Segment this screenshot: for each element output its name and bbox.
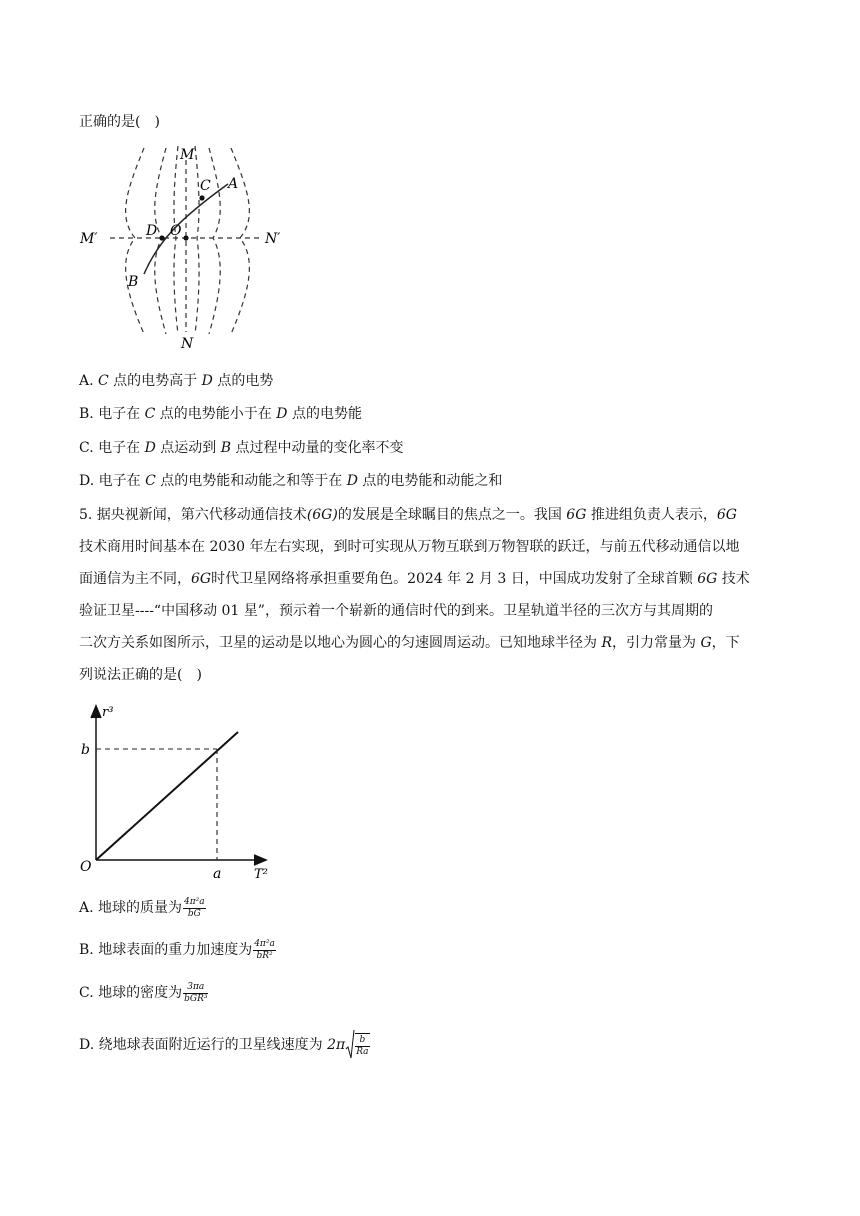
q5-option-a xyxy=(79,895,206,921)
q4-option-d xyxy=(79,471,502,491)
text: 验证卫星----“中国移动 01 星”，预示着一个崭新的通信时代的到来。卫星轨道半径的三次方与其周期的 xyxy=(79,603,713,619)
var: C xyxy=(144,406,156,422)
denominator: bGR³ xyxy=(184,993,208,1004)
text: ，下 xyxy=(711,635,740,651)
denominator: bG xyxy=(187,908,201,919)
text: 点的电势能 xyxy=(287,406,362,422)
numerator: b xyxy=(355,1035,369,1047)
text: B. 地球表面的重力加速度为 xyxy=(79,942,253,958)
denominator: Ra xyxy=(356,1046,369,1057)
fraction xyxy=(183,897,206,920)
b-label: b xyxy=(81,742,90,758)
text: 点的电势高于 xyxy=(108,373,202,389)
text: ，引力常量为 xyxy=(612,635,701,651)
text: 点的电势能和动能之和 xyxy=(357,473,503,489)
text: 列说法正确的是( ) xyxy=(79,667,202,683)
fraction xyxy=(355,1033,369,1058)
text: 点的电势能小于在 xyxy=(155,406,277,422)
y-axis-label: r³ xyxy=(102,705,114,720)
fraction xyxy=(253,939,276,962)
var: 6G xyxy=(191,571,212,587)
denominator: bR² xyxy=(256,950,273,961)
q5-graph xyxy=(76,702,276,882)
q5-line-2 xyxy=(79,537,769,569)
text: 推进组负责人表示， xyxy=(586,507,717,523)
square-root xyxy=(345,1029,369,1061)
a-label: a xyxy=(213,866,222,882)
text: A. 地球的质量为 xyxy=(79,900,183,916)
text: 点的电势能和动能之和等于在 xyxy=(155,473,347,489)
q5-line-3 xyxy=(79,569,769,601)
text: 点的电势 xyxy=(212,373,274,389)
q4-option-c xyxy=(79,438,403,458)
text: B. 电子在 xyxy=(79,406,145,422)
text: 二次方关系如图所示，卫星的运动是以地心为圆心的匀速圆周运动。已知地球半径为 xyxy=(79,635,602,651)
var: 6G xyxy=(716,507,737,523)
q5-line-5 xyxy=(79,633,769,665)
label-C: C xyxy=(200,178,211,194)
fraction xyxy=(183,982,208,1005)
text: 面通信为主不同， xyxy=(79,571,191,587)
q5-line-1 xyxy=(79,505,769,537)
var: D xyxy=(276,406,288,422)
var: D xyxy=(144,440,156,456)
label-N: N xyxy=(181,336,194,352)
text: 点过程中动量的变化率不变 xyxy=(231,440,404,456)
var: D xyxy=(201,373,213,389)
var: B xyxy=(220,440,232,456)
q5-option-c xyxy=(79,980,208,1006)
var: C xyxy=(145,473,156,489)
text: D. 绕地球表面附近运行的卫星线速度为 xyxy=(79,1037,328,1053)
var: 6G xyxy=(566,507,587,523)
q4-stem-tail: 正确的是( ) xyxy=(79,114,160,130)
label-B: B xyxy=(128,274,139,290)
text: 点运动到 xyxy=(155,440,221,456)
numerator: 3πa xyxy=(183,982,208,994)
label-M: M xyxy=(180,147,195,163)
q5-option-d xyxy=(79,1029,370,1061)
var: 6G xyxy=(697,571,718,587)
q4-option-b xyxy=(79,404,362,424)
label-N-prime: N′ xyxy=(265,231,281,247)
numerator: 4π²a xyxy=(254,938,275,949)
var: R xyxy=(601,635,612,651)
numerator: 4π²a xyxy=(184,896,205,907)
var: C xyxy=(98,373,109,389)
radical-sign-icon xyxy=(345,1029,355,1061)
q4-option-a xyxy=(79,371,273,391)
text: C. 地球的密度为 xyxy=(79,985,183,1001)
coefficient: 2π xyxy=(327,1037,346,1053)
label-O: O xyxy=(170,223,182,239)
var: G xyxy=(700,635,712,651)
var: (6G) xyxy=(306,507,338,523)
text: 技术商用时间基本在 2030 年左右实现，到时可实现从万物互联到万物智联的跃迁，与前五代移动通信以地 xyxy=(79,539,740,555)
text: A. xyxy=(79,373,99,389)
text: C. 电子在 xyxy=(79,440,145,456)
q5-line-6 xyxy=(79,665,769,697)
label-M-prime: M′ xyxy=(80,231,98,247)
var: D xyxy=(346,473,358,489)
text: 技术 xyxy=(717,571,750,587)
label-A: A xyxy=(228,176,239,192)
text: D. 电子在 xyxy=(79,473,146,489)
q5-option-b xyxy=(79,937,276,963)
origin-label: O xyxy=(80,859,92,875)
text: 5. 据央视新闻，第六代移动通信技术 xyxy=(79,507,307,523)
q4-field-figure xyxy=(78,142,310,352)
text: 时代卫星网络将承担重要角色。2024 年 2 月 3 日，中国成功发射了全球首颗 xyxy=(211,571,698,587)
label-D: D xyxy=(146,223,158,239)
text: 的发展是全球瞩目的焦点之一。我国 xyxy=(337,507,567,523)
q5-stem xyxy=(79,505,769,697)
q5-line-4 xyxy=(79,601,769,633)
x-axis-label: T² xyxy=(254,867,268,882)
